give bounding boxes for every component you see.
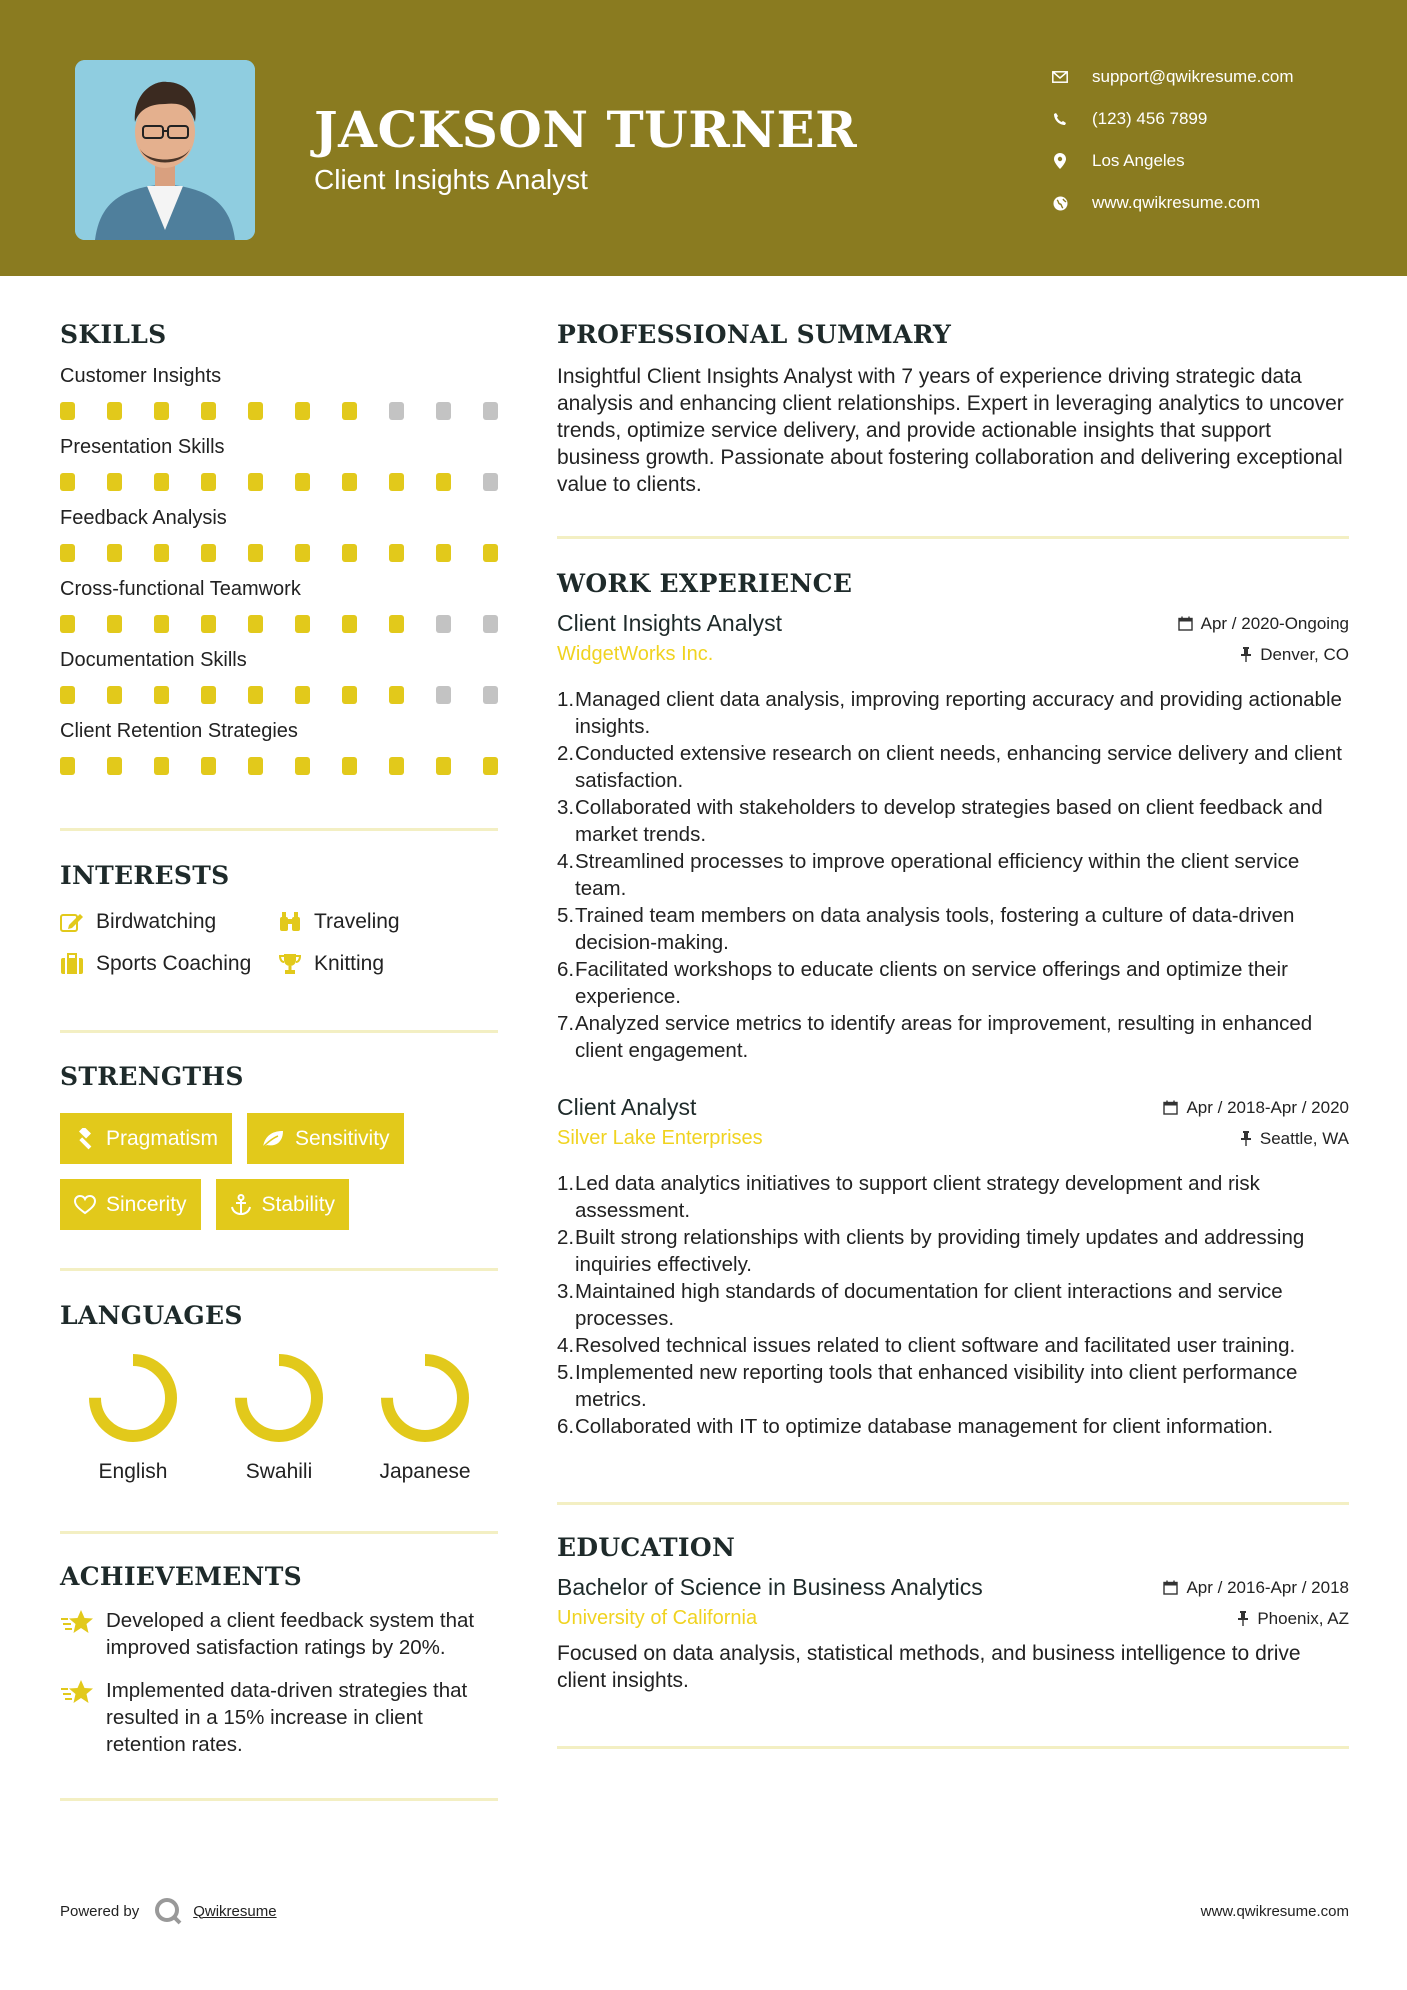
language-arc <box>241 1360 317 1436</box>
skill-dot-filled <box>60 757 75 775</box>
interest-item <box>60 952 278 976</box>
skill-label: Cross-functional Teamwork <box>60 578 301 600</box>
skill-label: Customer Insights <box>60 365 222 387</box>
skill-label: Feedback Analysis <box>60 507 227 529</box>
phone-icon <box>1050 109 1070 129</box>
skill-dot-filled <box>60 686 75 704</box>
skill-dot-filled <box>342 402 357 420</box>
star-icon <box>60 1607 94 1637</box>
degree-title: Bachelor of Science in Business Analytics <box>557 1574 983 1600</box>
company-name: WidgetWorks Inc. <box>557 643 714 665</box>
language-arc <box>387 1360 463 1436</box>
right-column <box>557 320 1349 1749</box>
job-bullet <box>557 902 1349 956</box>
skill-label: Presentation Skills <box>60 436 225 458</box>
candidate-role: Client Insights Analyst <box>314 164 588 195</box>
skill-dot-filled <box>154 686 169 704</box>
skill-rating <box>60 615 498 633</box>
section-divider <box>60 1268 498 1271</box>
bullet-text: Collaborated with IT to optimize database management for client information. <box>575 1415 1274 1438</box>
calendar-icon <box>1163 1100 1178 1115</box>
skill-dot-filled <box>342 544 357 562</box>
education-section <box>557 1533 1349 1694</box>
skill-dot-filled <box>107 473 122 491</box>
job-dates <box>1178 614 1349 634</box>
experience-title: WORK EXPERIENCE <box>557 569 853 598</box>
job-bullet <box>557 740 1349 794</box>
skill-dot-filled <box>248 615 263 633</box>
skill-dot-filled <box>154 757 169 775</box>
skill-dot-filled <box>60 615 75 633</box>
bullet-number: 3. <box>557 796 575 819</box>
leaf-icon <box>261 1129 285 1149</box>
skill-dot-empty <box>436 402 451 420</box>
skill-dot-filled <box>389 473 404 491</box>
contact-email[interactable] <box>1050 56 1294 98</box>
skill-dot-filled <box>248 402 263 420</box>
skill-dot-empty <box>483 402 498 420</box>
star-icon <box>60 1677 94 1707</box>
skill-dot-filled <box>248 473 263 491</box>
job-bullets <box>557 1170 1349 1440</box>
job-dates-text: Apr / 2020-Ongoing <box>1200 613 1349 633</box>
strength-label: Sensitivity <box>295 1126 390 1150</box>
job-bullet <box>557 1332 1349 1359</box>
job-title: Client Insights Analyst <box>557 610 783 636</box>
skill-dot-filled <box>389 757 404 775</box>
job-bullet <box>557 1413 1349 1440</box>
skill-dot-filled <box>107 686 122 704</box>
job-dates <box>1163 1098 1349 1118</box>
anchor-icon <box>230 1194 252 1216</box>
skill-dot-filled <box>389 686 404 704</box>
bullet-number: 7. <box>557 1012 575 1035</box>
skill-rating <box>60 402 498 420</box>
skill-dot-filled <box>154 473 169 491</box>
achievement-item <box>60 1607 498 1661</box>
contact-website[interactable] <box>1050 182 1294 224</box>
pencil-square-icon <box>60 911 84 933</box>
job-subrow <box>557 643 1349 666</box>
contact-location-text: Los Angeles <box>1092 151 1185 170</box>
education-location <box>1237 1609 1349 1629</box>
education-dates <box>1163 1578 1349 1598</box>
skill-dot-filled <box>342 473 357 491</box>
globe-icon <box>1050 193 1070 213</box>
skill-rating <box>60 757 498 775</box>
bullet-text: Led data analytics initiatives to support client strategy development and risk assessment. <box>575 1172 1260 1222</box>
bullet-text: Resolved technical issues related to client software and facilitated user training. <box>575 1334 1296 1357</box>
skill-dot-filled <box>154 544 169 562</box>
skill-dot-filled <box>107 544 122 562</box>
bullet-text: Maintained high standards of documentation for client interactions and service processes. <box>575 1280 1283 1330</box>
language-label: Japanese <box>379 1460 471 1483</box>
qwikresume-logo-icon <box>153 1896 183 1926</box>
language-item <box>206 1352 352 1484</box>
skills-list <box>60 365 498 775</box>
skill-dot-filled <box>248 686 263 704</box>
language-proficiency-ring <box>87 1352 179 1444</box>
contact-email-text: support@qwikresume.com <box>1092 67 1294 86</box>
summary-section <box>557 320 1349 498</box>
interest-label: Sports Coaching <box>96 952 252 975</box>
section-divider <box>60 1531 498 1534</box>
job-entry <box>557 610 1349 1064</box>
skill-dot-filled <box>342 686 357 704</box>
binoculars-icon <box>278 911 302 933</box>
strength-label: Sincerity <box>106 1192 187 1216</box>
interest-label: Traveling <box>314 910 400 933</box>
bullet-text: Streamlined processes to improve operational efficiency within the client service team. <box>575 850 1300 900</box>
left-column <box>60 320 498 1801</box>
candidate-name: JACKSON TURNER <box>314 100 858 159</box>
trophy-icon <box>278 953 302 975</box>
language-proficiency-ring <box>379 1352 471 1444</box>
strength-tag <box>247 1113 404 1164</box>
language-item <box>352 1352 498 1484</box>
summary-text: Insightful Client Insights Analyst with 7 years of experience driving strategic data analysis and enhancing client relationships. Expert in leveraging analytics to uncover trends, optimize service delivery, and provide actionable insights that support business growth. Passionate about fostering collaboration and delivering exceptional value to clients. <box>557 365 1344 496</box>
bullet-text: Collaborated with stakeholders to develop strategies based on client feedback and market trends. <box>575 796 1323 846</box>
skill-dot-empty <box>483 615 498 633</box>
skills-section <box>60 320 498 775</box>
strength-label: Pragmatism <box>106 1126 219 1150</box>
gavel-icon <box>74 1128 96 1150</box>
skill-dot-filled <box>107 615 122 633</box>
bullet-number: 1. <box>557 1172 575 1195</box>
bullet-number: 4. <box>557 1334 575 1357</box>
skill-dot-empty <box>436 615 451 633</box>
bullet-text: Built strong relationships with clients by providing timely updates and addressing inquiries effectively. <box>575 1226 1305 1276</box>
interest-label: Birdwatching <box>96 910 217 933</box>
skill-dot-filled <box>60 473 75 491</box>
skill-dot-filled <box>295 402 310 420</box>
resume-header <box>0 0 1407 276</box>
skill-dot-filled <box>248 544 263 562</box>
skill-dot-filled <box>107 402 122 420</box>
achievement-text: Implemented data-driven strategies that resulted in a 15% increase in client retention rates. <box>106 1679 468 1756</box>
pushpin-icon <box>1240 1131 1252 1146</box>
interest-item <box>60 910 278 934</box>
bullet-number: 2. <box>557 1226 575 1249</box>
job-title: Client Analyst <box>557 1094 697 1120</box>
skill-dot-filled <box>201 757 216 775</box>
skill-rating <box>60 686 498 704</box>
strengths-list <box>60 1113 498 1230</box>
interests-title: INTERESTS <box>60 861 230 890</box>
interest-label: Knitting <box>314 952 385 975</box>
job-bullet <box>557 1224 1349 1278</box>
skill-dot-filled <box>201 615 216 633</box>
contact-list <box>1050 56 1294 224</box>
interests-section <box>60 861 498 976</box>
skill-dot-empty <box>483 686 498 704</box>
skill-dot-filled <box>342 615 357 633</box>
skill-dot-filled <box>60 544 75 562</box>
jobs-list <box>557 610 1349 1440</box>
school-name: University of California <box>557 1607 758 1629</box>
profile-photo <box>75 60 255 240</box>
interest-item <box>278 952 498 976</box>
strengths-title: STRENGTHS <box>60 1062 244 1091</box>
skill-dot-filled <box>295 615 310 633</box>
job-location <box>1240 1129 1349 1149</box>
contact-website-text: www.qwikresume.com <box>1092 193 1261 212</box>
skill-dot-empty <box>389 402 404 420</box>
section-divider <box>60 1798 498 1801</box>
skill-label: Documentation Skills <box>60 649 247 671</box>
skill-label: Client Retention Strategies <box>60 720 298 742</box>
skill-dot-filled <box>201 544 216 562</box>
achievements-section <box>60 1562 498 1758</box>
skill-dot-filled <box>295 757 310 775</box>
languages-list <box>60 1352 498 1484</box>
calendar-icon <box>1163 1580 1178 1595</box>
bullet-number: 6. <box>557 958 575 981</box>
experience-section <box>557 569 1349 1440</box>
skill-dot-filled <box>483 757 498 775</box>
language-arc <box>95 1360 171 1436</box>
skill-dot-filled <box>201 402 216 420</box>
powered-by-label: Powered by <box>60 1902 140 1920</box>
skill-dot-filled <box>154 615 169 633</box>
heart-icon <box>74 1195 96 1215</box>
skill-dot-filled <box>389 615 404 633</box>
powered-by <box>60 1896 277 1926</box>
bullet-text: Managed client data analysis, improving reporting accuracy and providing actionable insights. <box>575 688 1342 738</box>
job-bullet <box>557 686 1349 740</box>
company-name: Silver Lake Enterprises <box>557 1127 763 1149</box>
skill-dot-filled <box>295 544 310 562</box>
bullet-number: 6. <box>557 1415 575 1438</box>
skill-dot-filled <box>154 402 169 420</box>
bullet-number: 2. <box>557 742 575 765</box>
bullet-number: 5. <box>557 1361 575 1384</box>
job-bullets <box>557 686 1349 1064</box>
skill-dot-filled <box>389 544 404 562</box>
skill-rating <box>60 473 498 491</box>
job-entry <box>557 1094 1349 1440</box>
job-location-text: Seattle, WA <box>1259 1128 1349 1148</box>
skill-dot-empty <box>483 473 498 491</box>
job-bullet <box>557 1010 1349 1064</box>
bullet-number: 5. <box>557 904 575 927</box>
strength-tag <box>60 1113 232 1164</box>
pushpin-icon <box>1240 647 1252 662</box>
qwikresume-link[interactable]: Qwikresume <box>193 1902 277 1920</box>
education-description: Focused on data analysis, statistical methods, and business intelligence to drive client insights. <box>557 1642 1301 1692</box>
strength-label: Stability <box>261 1192 336 1216</box>
achievement-text: Developed a client feedback system that improved satisfaction ratings by 20%. <box>106 1609 475 1659</box>
strengths-section <box>60 1062 498 1230</box>
achievements-title: ACHIEVEMENTS <box>60 1562 302 1591</box>
language-item <box>60 1352 206 1484</box>
interests-list <box>60 910 498 976</box>
language-proficiency-ring <box>233 1352 325 1444</box>
job-bullet <box>557 1359 1349 1413</box>
skill-rating <box>60 544 498 562</box>
contact-location <box>1050 140 1294 182</box>
skill-dot-empty <box>436 686 451 704</box>
education-head <box>557 1574 1349 1601</box>
section-divider <box>60 828 498 831</box>
section-divider <box>557 1746 1349 1749</box>
summary-title: PROFESSIONAL SUMMARY <box>557 320 952 349</box>
bullet-number: 4. <box>557 850 575 873</box>
skill-dot-filled <box>483 544 498 562</box>
section-divider <box>60 1030 498 1033</box>
bullet-number: 1. <box>557 688 575 711</box>
bullet-number: 3. <box>557 1280 575 1303</box>
job-location-text: Denver, CO <box>1260 644 1349 664</box>
strength-tag <box>216 1179 350 1230</box>
job-subrow <box>557 1127 1349 1150</box>
calendar-icon <box>1178 616 1193 631</box>
bullet-text: Analyzed service metrics to identify areas for improvement, resulting in enhanced client engagement. <box>575 1012 1313 1062</box>
envelope-icon <box>1050 67 1070 87</box>
interest-item <box>278 910 498 934</box>
bullet-text: Trained team members on data analysis tools, fostering a culture of data-driven decision-making. <box>575 904 1295 954</box>
skill-dot-filled <box>248 757 263 775</box>
skill-dot-filled <box>201 473 216 491</box>
bullet-text: Facilitated workshops to educate clients on service offerings and optimize their experience. <box>575 958 1288 1008</box>
education-dates-text: Apr / 2016-Apr / 2018 <box>1186 1577 1349 1597</box>
education-location-text: Phoenix, AZ <box>1257 1608 1349 1628</box>
skill-dot-filled <box>201 686 216 704</box>
contact-phone[interactable] <box>1050 98 1294 140</box>
job-dates-text: Apr / 2018-Apr / 2020 <box>1186 1097 1349 1117</box>
skill-dot-filled <box>436 757 451 775</box>
job-bullet <box>557 848 1349 902</box>
skills-title: SKILLS <box>60 320 167 349</box>
section-divider <box>557 536 1349 539</box>
skill-dot-filled <box>107 757 122 775</box>
page-footer <box>60 1896 1349 1926</box>
achievement-item <box>60 1677 498 1758</box>
skill-dot-filled <box>342 757 357 775</box>
footer-website[interactable]: www.qwikresume.com <box>1200 1902 1349 1920</box>
job-bullet <box>557 1170 1349 1224</box>
skill-dot-filled <box>295 473 310 491</box>
skill-dot-filled <box>436 473 451 491</box>
job-head <box>557 610 1349 637</box>
language-label: Swahili <box>245 1460 313 1483</box>
languages-title: LANGUAGES <box>60 1301 243 1330</box>
skill-dot-filled <box>436 544 451 562</box>
bullet-text: Implemented new reporting tools that enhanced visibility into client performance metrics. <box>575 1361 1298 1411</box>
job-bullet <box>557 794 1349 848</box>
map-pin-icon <box>1050 151 1070 171</box>
job-location <box>1240 645 1349 665</box>
job-bullet <box>557 1278 1349 1332</box>
language-label: English <box>98 1460 168 1483</box>
education-title: EDUCATION <box>557 1533 736 1562</box>
skill-dot-filled <box>295 686 310 704</box>
contact-phone-text: (123) 456 7899 <box>1092 109 1208 128</box>
education-subrow <box>557 1607 1349 1630</box>
pushpin-icon <box>1237 1611 1249 1626</box>
languages-section <box>60 1301 498 1484</box>
job-head <box>557 1094 1349 1121</box>
job-bullet <box>557 956 1349 1010</box>
skill-dot-filled <box>60 402 75 420</box>
briefcase-icon <box>60 953 84 975</box>
strength-tag <box>60 1179 201 1230</box>
section-divider <box>557 1502 1349 1505</box>
bullet-text: Conducted extensive research on client needs, enhancing service delivery and client satisfaction. <box>575 742 1342 792</box>
